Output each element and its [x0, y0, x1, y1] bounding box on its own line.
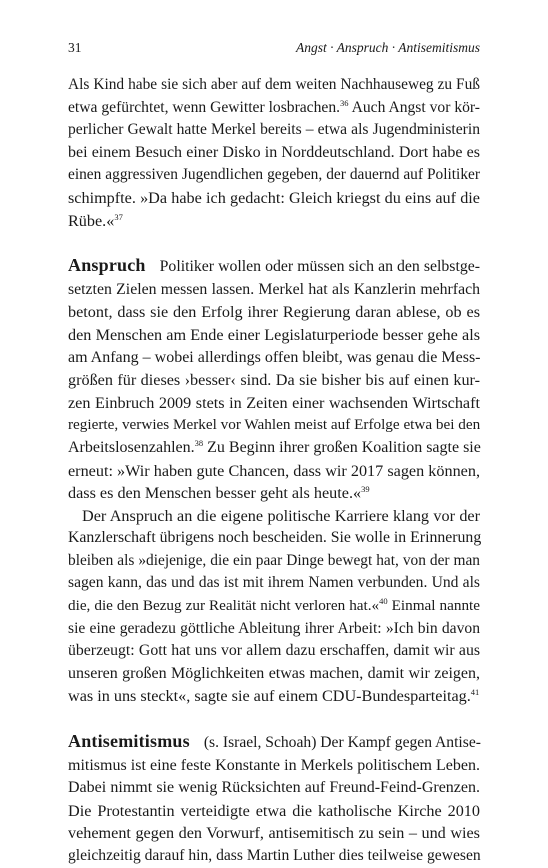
- text-line: Rübe.«$^{37}$: [68, 211, 123, 230]
- footnote-ref: 36: [340, 97, 349, 108]
- running-title: Angst · Anspruch · Antisemitismus: [295, 40, 480, 55]
- text-line: sagen kann, das und das ist mit ihrem Namen verbunden. Und als: [68, 574, 480, 592]
- text-line: einen aggressiven Jugendlichen gegeben, der dauernd auf Politiker: [68, 166, 480, 184]
- text-line: die, die den Bezug zur Realität nicht verloren hat.«$^{40}$ Einmal nannte: [68, 596, 480, 615]
- text-line: setzten Zielen messen lassen. Merkel hat als Kanzlerin mehrfach: [68, 280, 480, 298]
- text-line: zen Einbruch 2009 stets in Zeiten einer wachsenden Wirtschaft: [68, 393, 480, 412]
- text-line: bei einem Besuch einer Disko in Norddeutschland. Dort habe es: [68, 143, 480, 161]
- page-header: [68, 40, 480, 56]
- text-line: Antisemitismus (s. Israel, Schoah) Der Kampf gegen Antise-: [68, 731, 481, 752]
- text-line: schimpfte. »Da habe ich gedacht: Gleich kriegst du eins auf die: [68, 188, 480, 207]
- text-line: gleichzeitig darauf hin, dass Martin Luther dies teilweise gewesen: [68, 847, 481, 864]
- page-number: 31: [68, 40, 82, 55]
- text-line: Anspruch Politiker wollen oder müssen sich an den selbstge-: [68, 255, 480, 276]
- text-line: betont, dass sie den Erfolg ihrer Regierung daran ablese, ob es: [68, 303, 480, 322]
- text-line: regierte, verwies Merkel vor Wahlen meist auf Erfolge etwa bei den: [68, 416, 481, 434]
- text-line: den Menschen am Ende einer Legislaturperiode besser gehe als: [68, 325, 480, 344]
- text-line: mitismus ist eine feste Konstante in Merkels politischem Leben.: [68, 756, 480, 774]
- text-line: Der Anspruch an die eigene politische Karriere klang vor der: [82, 506, 480, 525]
- text-line: sie eine geradezu göttliche Ableitung ihrer Arbeit: »Ich bin davon: [68, 619, 480, 637]
- text-line: am Anfang – wobei allerdings offen bleibt, was genau die Mess-: [68, 348, 481, 366]
- text-line: Die Protestantin verteidigte etwa die katholische Kirche 2010: [68, 801, 480, 820]
- footnote-ref: 39: [361, 484, 370, 495]
- entry-anspruch: [68, 254, 480, 708]
- entry-angst: [68, 74, 480, 232]
- text-line: größen für dieses ›besser‹ sind. Da sie bisher bis auf einen kur-: [68, 371, 480, 390]
- entry-term: Antisemitismus: [68, 731, 190, 752]
- text-line: was in uns steckt«, sagte sie auf einem CDU-Bundesparteitag.$^{41}$: [68, 687, 480, 706]
- text-line: Als Kind habe sie sich aber auf dem weiten Nachhauseweg zu Fuß: [68, 76, 480, 93]
- text-line: bleiben als »diejenige, die ein paar Dinge bewegt hat, von der man: [68, 551, 480, 569]
- text-line: vehement gegen den Vorwurf, antisemitisch zu sein – und wies: [68, 824, 480, 843]
- entry-term: Anspruch: [68, 255, 146, 276]
- body-text: [68, 74, 480, 868]
- text-line: etwa gefürchtet, wenn Gewitter losbrachen.$^{36}$ Auch Angst vor kör-: [68, 97, 480, 116]
- text-line: unseren großen Möglichkeiten etwas machen, damit wir zeigen,: [68, 664, 480, 682]
- footnote-ref: 40: [379, 596, 388, 607]
- text-line: überzeugt: Gott hat uns vor allem dazu erschaffen, damit wir aus: [68, 642, 480, 660]
- text-line: Dabei nimmt sie wenig Rücksichten auf Freund-Feind-Grenzen.: [68, 779, 480, 797]
- footnote-ref: 41: [470, 687, 480, 698]
- footnote-ref: 37: [114, 211, 123, 222]
- text-line: erneut: »Wir haben gute Chancen, dass wir 2017 sagen können,: [68, 461, 480, 480]
- text-line: Arbeitslosenzahlen.$^{38}$ Zu Beginn ihrer großen Koalition sagte sie: [68, 437, 481, 456]
- text-line: dass es den Menschen besser geht als heute.«$^{39}$: [68, 484, 370, 503]
- footnote-ref: 38: [194, 437, 204, 448]
- text-line: perlicher Gewalt hatte Merkel bereits – etwa als Jugendministerin: [68, 121, 480, 139]
- text-line: Kanzlerschaft übrigens noch bescheiden. Sie wolle in Erinnerung: [68, 529, 482, 547]
